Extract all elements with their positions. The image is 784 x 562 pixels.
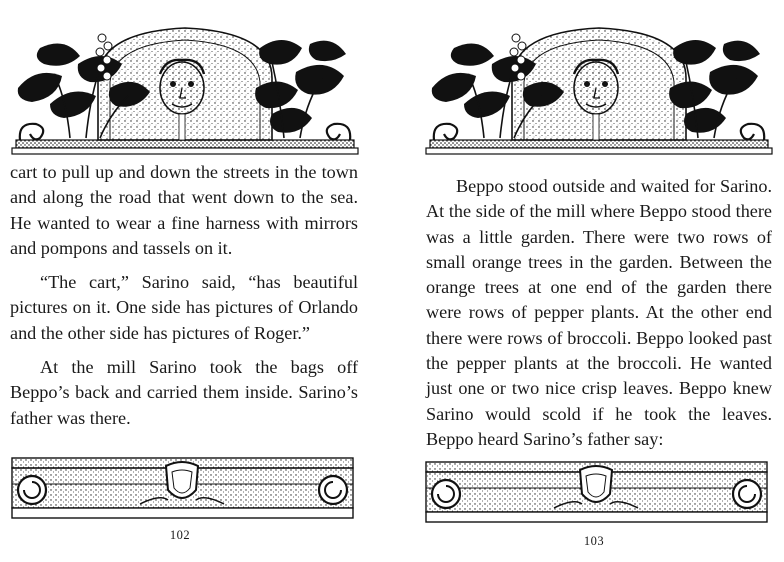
paragraph: At the mill Sarino took the bags off Beppo’s back and carried them inside. Sarino’s father was there. [10, 357, 358, 428]
fountain-mask-illustration [10, 18, 360, 160]
left-page-text [10, 160, 358, 431]
page-number: 103 [583, 534, 605, 548]
page-number: 102 [169, 528, 191, 542]
stone-ledge-illustration [10, 454, 355, 522]
fountain-mask-illustration [424, 18, 774, 160]
right-page [404, 0, 784, 562]
paragraph: Beppo stood outside and waited for Sarino. At the side of the mill where Beppo stood there was a little garden. There were two rows of small orange trees in the garden. Between the orange trees at one end of the garden there were rows of pepper plants. At the other end there were rows of broccoli. Beppo looked past the pepper plants at the broccoli. He wanted just one or two nice crisp leaves. Beppo knew Sarino would scold if he took the leaves. Beppo heard Sarino’s father say: [426, 176, 772, 449]
stone-ledge-illustration [424, 458, 769, 526]
right-page-text [426, 174, 772, 452]
paragraph: “The cart,” Sarino said, “has beautiful pictures on it. One side has pictures of Orlando and the other side has pictures of Roger.” [10, 272, 358, 343]
paragraph: cart to pull up and down the streets in the town and along the road that went down to the sea. He wanted to wear a fine harness with mirrors and pompons and tassels on it. [10, 162, 358, 258]
left-page [0, 0, 380, 562]
